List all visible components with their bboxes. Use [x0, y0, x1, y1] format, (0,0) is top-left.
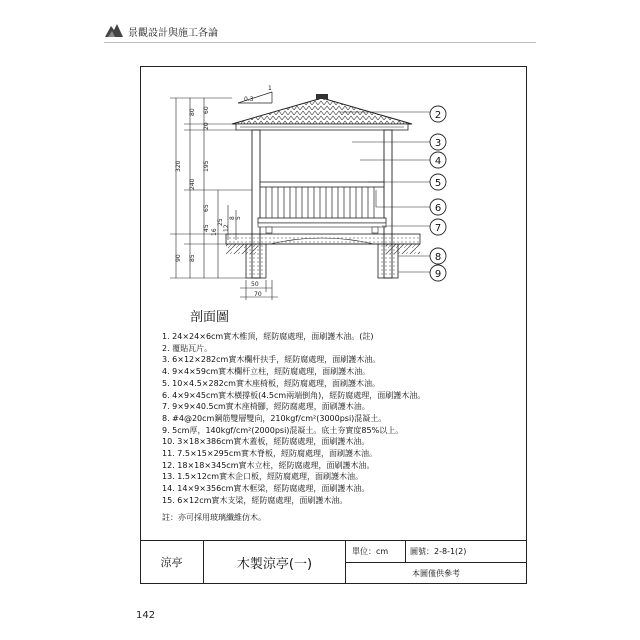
note-item: 9. 5cm厚，140kgf/cm²(2000psi)混凝土。底土夯實度85%以上。	[162, 425, 404, 435]
note-item: 2. 覆貼瓦片。	[162, 343, 213, 353]
note-item: 11. 7.5×15×295cm實木脊板，經防腐處理，面刷護木油。	[162, 449, 378, 459]
title-block	[140, 540, 527, 584]
slope-one-label: 1	[268, 85, 272, 92]
note-item: 1. 24×24×6cm實木椎頂，經防腐處理，面刷護木油。(註)	[162, 332, 374, 341]
svg-text:8: 8	[434, 252, 442, 263]
dim-20: 20	[203, 122, 210, 130]
note-item: 8. #4@20cm鋼筋雙層雙向，210kgf/cm²(3000psi)混凝土。	[162, 413, 387, 423]
svg-text:9: 9	[434, 269, 442, 280]
dim-50: 50	[251, 281, 259, 288]
svg-text:2: 2	[434, 110, 442, 121]
callout-8	[430, 248, 446, 264]
note-item: 15. 6×12cm實木支梁，經防腐處理，面刷護木油。	[162, 495, 348, 505]
slope-label: 0.3	[244, 96, 254, 103]
callout-7	[430, 219, 446, 235]
callout-5	[430, 174, 446, 190]
railing	[258, 182, 386, 233]
svg-text:6: 6	[434, 203, 442, 214]
title-block-drawing-no: 圖號：2-8-1(2)	[406, 541, 526, 563]
callout-3	[430, 134, 446, 150]
note-item: 5. 10×4.5×282cm實木座椅板，經防腐處理，面刷護木油。	[162, 378, 380, 388]
dim-12: 12	[223, 224, 230, 232]
dim-85: 85	[189, 254, 196, 262]
title-block-reference: 本圖僅供參考	[412, 568, 460, 578]
dim-90: 90	[175, 254, 182, 262]
dim-45: 45	[203, 224, 210, 232]
title-block-unit: 單位：cm	[346, 541, 406, 563]
foundation	[226, 234, 420, 278]
dim-320: 320	[175, 160, 182, 172]
note-item: 13. 1.5×12cm實木企口板，經防腐處理，面刷護木油。	[162, 472, 364, 482]
dim-195: 195	[203, 160, 210, 172]
svg-text:5: 5	[434, 178, 442, 189]
slope-indicator	[238, 85, 272, 103]
notes-list	[162, 331, 425, 507]
dim-65: 65	[203, 204, 210, 212]
dim-80: 80	[189, 108, 196, 116]
callout-2	[430, 106, 446, 122]
note-item: 3. 6×12×282cm實木欄杆扶手，經防腐處理，面刷護木油。	[162, 355, 381, 365]
dim-70: 70	[254, 291, 262, 298]
callout-9	[430, 265, 446, 281]
posts	[252, 130, 392, 278]
dim-16: 16	[211, 228, 218, 236]
note-extra: 註：亦可採用玻璃纖維仿木。	[162, 513, 266, 522]
title-block-name: 涼亭	[140, 541, 204, 583]
note-item: 6. 4×9×45cm實木橫撐板(4.5cm兩端倒角)，經防腐處理，面刷護木油。	[162, 390, 426, 400]
dim-240: 240	[189, 178, 196, 190]
note-item: 12. 18×18×345cm實木立柱，經防腐處理，面刷護木油。	[162, 460, 375, 470]
svg-text:7: 7	[434, 223, 442, 234]
header-title: 景觀設計與施工各論	[128, 28, 218, 39]
dim-25: 25	[217, 218, 224, 226]
callout-4	[430, 152, 446, 168]
note-item: 10. 3×18×386cm實木蓋板，經防腐處理，面刷護木油。	[162, 437, 370, 447]
callout-6	[430, 199, 446, 215]
note-item: 4. 9×4×59cm實木欄杆立柱，經防腐處理，面刷護木油。	[162, 367, 371, 377]
note-item: 7. 9×9×40.5cm實木座椅腳，經防腐處理，面刷護木油。	[162, 402, 370, 412]
note-item: 14. 14×9×356cm實木框梁，經防腐處理，面刷護木油。	[162, 484, 370, 494]
svg-text:4: 4	[434, 156, 442, 167]
section-title: 剖面圖	[190, 310, 230, 325]
page-number: 142	[136, 610, 156, 621]
callouts	[430, 106, 446, 281]
dim-60: 60	[203, 106, 210, 114]
dim-5: 5	[235, 216, 242, 220]
svg-text:3: 3	[434, 138, 442, 149]
pavilion-section-drawing	[0, 0, 640, 310]
title-block-title: 木製涼亭(一)	[204, 541, 346, 583]
dim-8: 8	[229, 216, 236, 220]
